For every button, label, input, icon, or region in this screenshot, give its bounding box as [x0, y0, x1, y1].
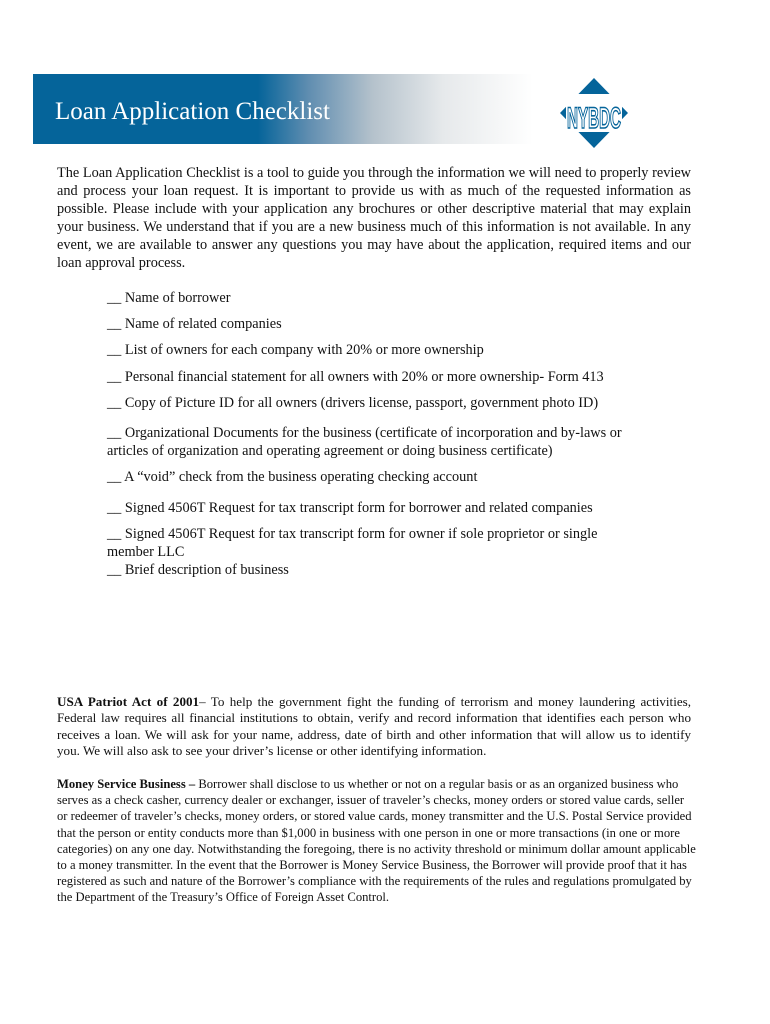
- patriot-act-heading: USA Patriot Act of 2001: [57, 694, 200, 709]
- checklist-item: __ Personal financial statement for all owners with 20% or more ownership- Form 413: [107, 369, 604, 385]
- nybdc-logo: [560, 78, 628, 148]
- money-service-business-section: [57, 776, 697, 906]
- checklist-item: __ Signed 4506T Request for tax transcript form for borrower and related companies: [107, 500, 593, 516]
- checklist-item: __ Signed 4506T Request for tax transcript form for owner if sole proprietor or single member LLC: [107, 526, 598, 560]
- checklist-item: __ List of owners for each company with 20% or more ownership: [107, 342, 484, 358]
- title-banner: [33, 74, 533, 144]
- patriot-act-section: [57, 694, 691, 760]
- intro-paragraph: The Loan Application Checklist is a tool to guide you through the information we will need to properly review and process your loan request. It is important to provide us with as much of the requested information as possible. Please include with your application any brochures or other descriptive material that may explain your business. We understand that if you are a new business much of this information is not available. In any event, we are available to answer any questions you may have about the application, required items and our loan approval process.: [57, 165, 691, 271]
- page-title: Loan Application Checklist: [55, 98, 330, 125]
- checklist-item: __ Organizational Documents for the business (certificate of incorporation and by-laws or articles of organization and operating agreement or doing business certificate): [107, 425, 622, 459]
- msb-body: Borrower shall disclose to us whether or not on a regular basis or as an organized business who serves as a check casher, currency dealer or exchanger, issuer of traveler’s checks, money orders or stored value cards, seller or redeemer of traveler’s checks, money orders, or stored value cards, money transmitter and the U.S. Postal Service provided that the person or entity conducts more than $1,000 in business with one person in one or more transactions (in one or more categories) on any one day. Notwithstanding the foregoing, there is no activity threshold or minimum dollar amount applicable to a money transmitter. In the event that the Borrower is Money Service Business, the Borrower will provide proof that it has registered as such and nature of the Borrower’s compliance with the requirements of the rules and regulations promulgated by the Department of the Treasury’s Office of Foreign Asset Control.: [57, 777, 696, 905]
- patriot-act-body: – To help the government fight the funding of terrorism and money laundering activities, Federal law requires all financial institutions to obtain, verify and record information that identifies each person who receives a loan. We will ask for your name, address, date of birth and other information that will allow us to identify you. We will also ask to see your driver’s license or other identifying information.: [57, 694, 692, 759]
- checklist-item: __ Brief description of business: [107, 562, 289, 578]
- checklist-item: __ A “void” check from the business operating checking account: [107, 469, 478, 485]
- checklist-item: __ Name of borrower: [107, 290, 231, 306]
- msb-heading: Money Service Business –: [57, 777, 196, 791]
- checklist-item: __ Copy of Picture ID for all owners (drivers license, passport, government photo ID): [107, 395, 599, 411]
- svg-text:NYBDC: NYBDC: [567, 102, 621, 135]
- checklist-item: __ Name of related companies: [107, 316, 282, 332]
